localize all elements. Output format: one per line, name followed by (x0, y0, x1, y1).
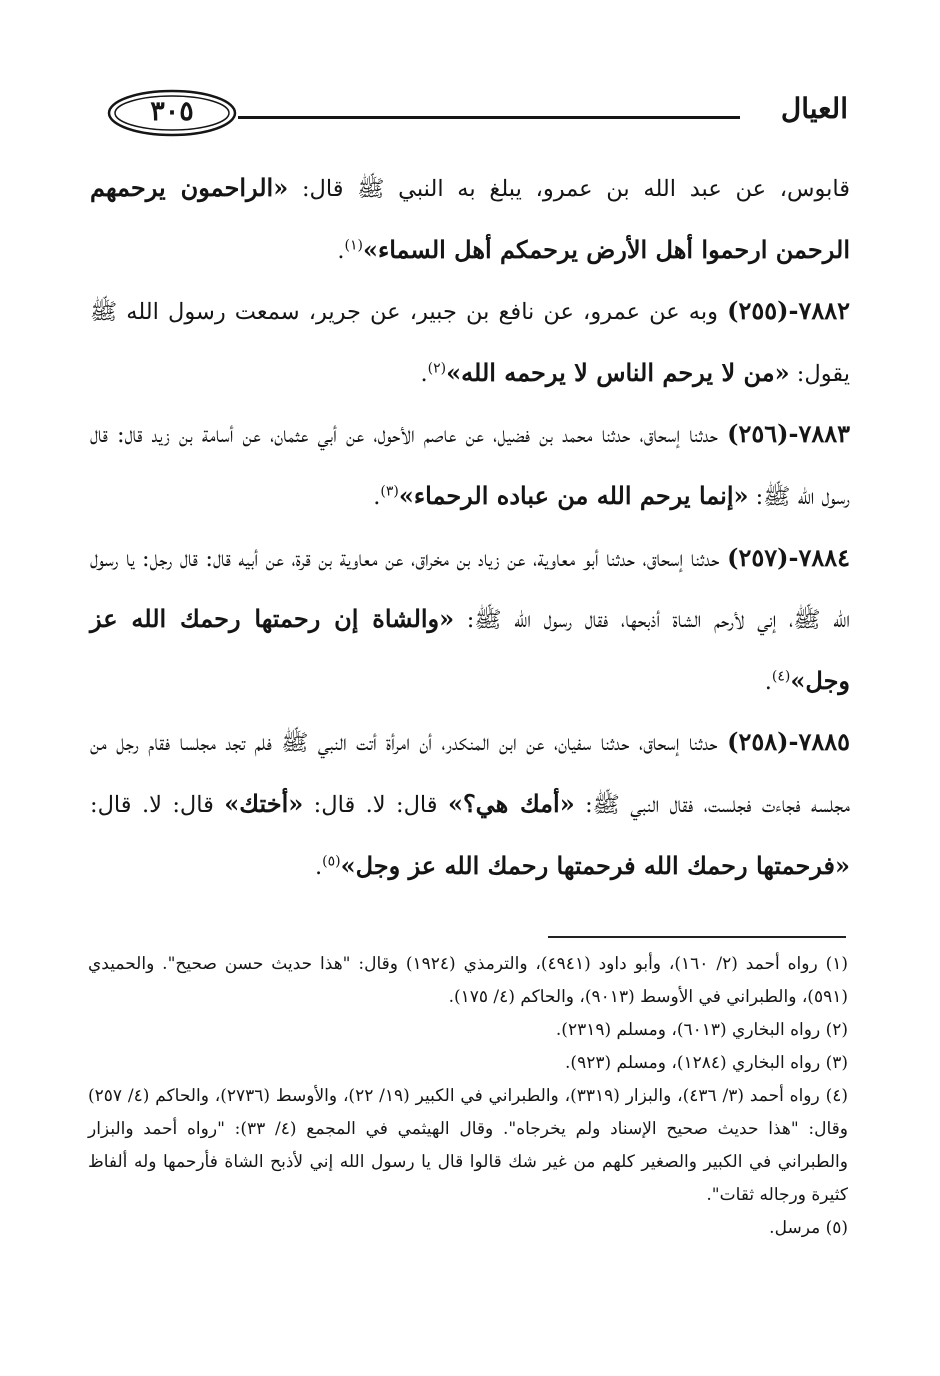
hadith-number: ٧٨٨٥-(٢٥٨) (727, 727, 850, 757)
hadith-7883: ٧٨٨٣-(٢٥٦) حدثنا إسحاق، حدثنا محمد بن فضيل، عن عاصم الأحول، عن أبي عثمان، عن أسامة بن زيد قال: قال رسول الله ﷺ: «إنما يرحم الله من عباده الرحماء»$^{(٣)}$. (90, 419, 850, 510)
page-header (0, 0, 940, 160)
hadith-quote: «فرحمتها رحمك الله فرحمتها رحمك الله عز وجل» (340, 850, 850, 880)
hadith-number: ٧٨٨٣-(٢٥٦) (727, 419, 850, 449)
hadith-number: ٧٨٨٤-(٢٥٧) (727, 542, 850, 572)
footnote-1: (١) رواه أحمد (٢/ ١٦٠)، وأبو داود (٤٩٤١)، والترمذي (١٩٢٤) وقال: "هذا حديث حسن صحيح". والحميدي (٥٩١)، والطبراني في الأوسط (٩٠١٣)، والحاكم (٤/ ١٧٥). (88, 954, 848, 1007)
footnote-ref: (١) (344, 237, 363, 254)
hadith-quote: «إنما يرحم الله من عباده الرحماء» (398, 480, 749, 510)
header-rule (238, 116, 740, 119)
hadith-7882: ٧٨٨٢-(٢٥٥) وبه عن عمرو، عن نافع بن جبير، عن جرير، سمعت رسول الله ﷺ يقول: «من لا يرحم الناس لا يرحمه الله»$^{(٢)}$. (90, 296, 850, 387)
footnote-ref: (٥) (322, 853, 341, 870)
footnote-ref: (٣) (380, 483, 399, 500)
main-text (90, 158, 850, 897)
running-title: العيال (780, 92, 848, 125)
hadith-quote: «أختك» (224, 788, 304, 818)
hadith-quote: «أمك هي؟» (447, 788, 575, 818)
paragraph-continuation: قابوس، عن عبد الله بن عمرو، يبلغ به النبي ﷺ قال: «الراحمون يرحمهم الرحمن ارحموا أهل الأرض يرحمكم أهل السماء»$^{(١)}$. (90, 173, 850, 264)
footnote-ref: (٢) (427, 360, 447, 377)
hadith-quote: «من لا يرحم الناس لا يرحمه الله» (446, 357, 790, 387)
footnote-2: (٢) رواه البخاري (٦٠١٣)، ومسلم (٢٣١٩). (555, 1020, 848, 1040)
hadith-7884: ٧٨٨٤-(٢٥٧) حدثنا إسحاق، حدثنا أبو معاوية، عن زياد بن مخراق، عن معاوية بن قرة، عن أبيه قال: قال رجل: يا رسول الله ﷺ، إني لأرحم الشاة أذبحها، فقال رسول الله ﷺ: «والشاة إن رحمتها رحمك الله عز وجل»$^{(٤)}$. (90, 542, 850, 695)
hadith-number: ٧٨٨٢-(٢٥٥) (727, 296, 850, 326)
footnote-5: (٥) مرسل. (769, 1218, 848, 1238)
footnote-ref: (٤) (771, 668, 791, 685)
footnote-3: (٣) رواه البخاري (١٢٨٤)، ومسلم (٩٢٣). (565, 1053, 848, 1073)
hadith-quote: «والشاة إن رحمتها رحمك الله عز وجل» (90, 604, 850, 695)
page-number-frame (106, 88, 238, 138)
hadith-quote: «الراحمون يرحمهم الرحمن ارحموا أهل الأرض يرحمكم أهل السماء» (90, 173, 850, 264)
footnote-separator (548, 936, 846, 938)
footnote-4: (٤) رواه أحمد (٣/ ٤٣٦)، والبزار (٣٣١٩)، والطبراني في الكبير (١٩/ ٢٢)، والأوسط (٢٧٣٦)، والحاكم (٤/ ٢٥٧) وقال: "هذا حديث صحيح الإسناد ولم يخرجاه". وقال الهيثمي في المجمع (٤/ ٣٣): "رواه أحمد والبزار والطبراني في الكبير والصغير كلهم من غير شك قالوا قال يا رسول الله إني لأذبح الشاة فأرحمها وله ألفاظ كثيرة ورجاله ثقات". (88, 1086, 848, 1205)
page-number: ٣٠٥ (150, 96, 194, 127)
footnotes (88, 948, 848, 1245)
hadith-7885: ٧٨٨٥-(٢٥٨) حدثنا إسحاق، حدثنا سفيان، عن ابن المنكدر، أن امرأة أتت النبي ﷺ فلم تجد مجلسا فقام رجل من مجلسه فجاءت فجلست، فقال النبي ﷺ: «أمك هي؟» قال: لا. قال: «أختك» قال: لا. قال: «فرحمتها رحمك الله فرحمتها رحمك الله عز وجل»$^{(٥)}$. (90, 727, 850, 880)
